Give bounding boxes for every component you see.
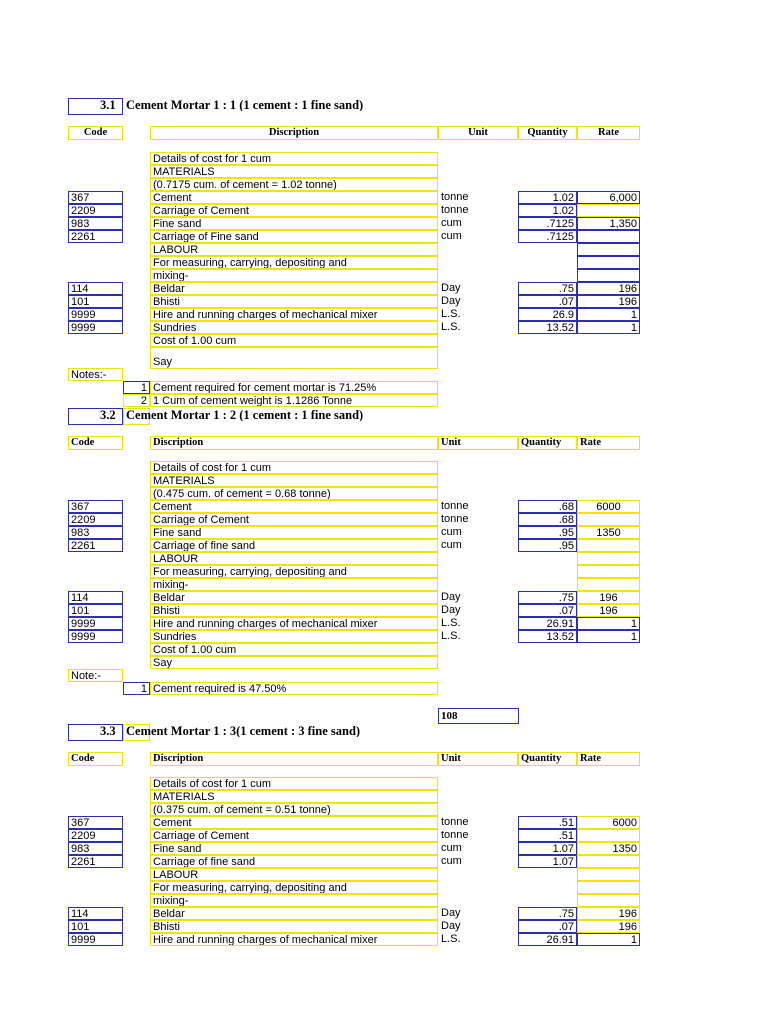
row-description: Fine sand	[150, 842, 438, 855]
row-quantity: 26.9	[518, 308, 577, 321]
section-title: Cement Mortar 1 : 3(1 cement : 3 fine sand)	[126, 725, 361, 737]
notes-label: Notes:-	[68, 368, 123, 381]
row-unit: cum	[441, 842, 462, 854]
row-quantity: .95	[518, 539, 577, 552]
row-description: Beldar	[150, 282, 438, 295]
note-number: 1	[123, 381, 150, 394]
row-unit: tonne	[441, 204, 469, 216]
header-description: Discription	[150, 126, 438, 140]
row-code: 101	[68, 604, 123, 617]
row-unit: Day	[441, 604, 461, 616]
section-number: 3.1	[100, 99, 116, 111]
row-quantity: .07	[518, 604, 577, 617]
materials-label: MATERIALS	[150, 474, 438, 487]
conversion-note: (0.375 cum. of cement = 0.51 tonne)	[150, 803, 438, 816]
row-rate	[577, 513, 640, 526]
row-rate: 196	[577, 295, 640, 308]
row-rate: 1,350	[577, 217, 640, 230]
row-unit: L.S.	[441, 617, 461, 629]
row-description: Carriage of Fine sand	[150, 230, 438, 243]
labour-label: LABOUR	[150, 868, 438, 881]
row-quantity: 1.07	[518, 855, 577, 868]
row-quantity: .7125	[518, 217, 577, 230]
row-unit: tonne	[441, 513, 469, 525]
row-quantity: .75	[518, 907, 577, 920]
header-rate: Rate	[577, 752, 640, 766]
header-code: Code	[68, 752, 123, 766]
labour-description: mixing-	[150, 894, 438, 907]
section-title: Cement Mortar 1 : 1 (1 cement : 1 fine sand)	[126, 99, 364, 111]
row-unit: L.S.	[441, 308, 461, 320]
row-description: Hire and running charges of mechanical mixer	[150, 617, 438, 630]
row-code: 367	[68, 500, 123, 513]
row-unit: cum	[441, 217, 462, 229]
details-label: Details of cost for 1 cum	[150, 777, 438, 790]
row-code: 9999	[68, 617, 123, 630]
conversion-note: (0.475 cum. of cement = 0.68 tonne)	[150, 487, 438, 500]
row-code: 114	[68, 591, 123, 604]
row-quantity: .75	[518, 282, 577, 295]
row-rate: 1	[577, 321, 640, 334]
row-rate	[577, 829, 640, 842]
say-label: Say	[150, 347, 438, 369]
section-title: Cement Mortar 1 : 2 (1 cement : 1 fine sand)	[126, 409, 364, 421]
row-rate: 1	[577, 308, 640, 321]
row-code: 2209	[68, 829, 123, 842]
row-rate	[577, 855, 640, 868]
page-number: 108	[438, 708, 519, 724]
row-quantity: .07	[518, 295, 577, 308]
row-unit: cum	[441, 526, 462, 538]
row-rate: 6000	[577, 816, 640, 829]
header-unit: Unit	[438, 752, 518, 766]
labour-label: LABOUR	[150, 552, 438, 565]
row-quantity: 1.07	[518, 842, 577, 855]
row-rate: 196	[577, 282, 640, 295]
labour-description: For measuring, carrying, depositing and	[150, 565, 438, 578]
row-code: 367	[68, 816, 123, 829]
row-description: Cement	[150, 816, 438, 829]
row-description: Carriage of fine sand	[150, 855, 438, 868]
row-code: 2261	[68, 230, 123, 243]
row-rate: 6,000	[577, 191, 640, 204]
labour-description: For measuring, carrying, depositing and	[150, 256, 438, 269]
header-unit: Unit	[438, 126, 518, 140]
row-description: Cement	[150, 191, 438, 204]
note-text: Cement required for cement mortar is 71.25%	[150, 381, 438, 394]
cost-label: Cost of 1.00 cum	[150, 334, 438, 347]
row-unit: tonne	[441, 500, 469, 512]
header-quantity: Quantity	[518, 752, 577, 766]
row-unit: cum	[441, 539, 462, 551]
header-code: Code	[68, 126, 123, 140]
row-description: Carriage of Cement	[150, 513, 438, 526]
row-code: 2261	[68, 539, 123, 552]
row-quantity: .7125	[518, 230, 577, 243]
row-description: Fine sand	[150, 217, 438, 230]
row-description: Sundries	[150, 630, 438, 643]
materials-label: MATERIALS	[150, 790, 438, 803]
labour-description: mixing-	[150, 578, 438, 591]
row-code: 114	[68, 282, 123, 295]
row-description: Sundries	[150, 321, 438, 334]
row-unit: Day	[441, 282, 461, 294]
row-description: Bhisti	[150, 920, 438, 933]
row-quantity: .68	[518, 500, 577, 513]
section-number: 3.2	[100, 409, 116, 421]
row-quantity: 26.91	[518, 617, 577, 630]
row-unit: cum	[441, 230, 462, 242]
row-code: 983	[68, 526, 123, 539]
row-rate	[577, 204, 640, 217]
row-rate: 196	[577, 604, 640, 617]
row-quantity: .51	[518, 816, 577, 829]
cost-label: Cost of 1.00 cum	[150, 643, 438, 656]
say-label: Say	[150, 656, 438, 669]
header-description: Discription	[150, 436, 438, 450]
row-quantity: 1.02	[518, 191, 577, 204]
labour-label: LABOUR	[150, 243, 438, 256]
row-rate: 1	[577, 617, 640, 630]
row-description: Fine sand	[150, 526, 438, 539]
row-quantity: .51	[518, 829, 577, 842]
row-rate: 196	[577, 920, 640, 933]
conversion-note: (0.7175 cum. of cement = 1.02 tonne)	[150, 178, 438, 191]
row-unit: L.S.	[441, 321, 461, 333]
row-unit: Day	[441, 591, 461, 603]
row-rate	[577, 230, 640, 243]
row-description: Hire and running charges of mechanical mixer	[150, 933, 438, 946]
row-unit: tonne	[441, 816, 469, 828]
row-rate: 1350	[577, 842, 640, 855]
row-code: 114	[68, 907, 123, 920]
row-unit: cum	[441, 855, 462, 867]
row-code: 2209	[68, 513, 123, 526]
row-description: Carriage of Cement	[150, 204, 438, 217]
row-rate: 6000	[577, 500, 640, 513]
row-code: 101	[68, 295, 123, 308]
row-quantity: .95	[518, 526, 577, 539]
details-label: Details of cost for 1 cum	[150, 461, 438, 474]
row-rate: 1350	[577, 526, 640, 539]
row-description: Bhisti	[150, 295, 438, 308]
header-quantity: Quantity	[518, 436, 577, 450]
header-unit: Unit	[438, 436, 518, 450]
labour-description: For measuring, carrying, depositing and	[150, 881, 438, 894]
header-description: Discription	[150, 752, 438, 766]
row-unit: tonne	[441, 829, 469, 841]
row-unit: Day	[441, 920, 461, 932]
header-rate: Rate	[577, 126, 640, 140]
row-description: Hire and running charges of mechanical mixer	[150, 308, 438, 321]
row-quantity: .07	[518, 920, 577, 933]
row-description: Carriage of Cement	[150, 829, 438, 842]
row-description: Cement	[150, 500, 438, 513]
row-quantity: .75	[518, 591, 577, 604]
row-code: 983	[68, 842, 123, 855]
row-quantity: 13.52	[518, 321, 577, 334]
row-rate: 1	[577, 933, 640, 946]
details-label: Details of cost for 1 cum	[150, 152, 438, 165]
row-quantity: .68	[518, 513, 577, 526]
note-text: 1 Cum of cement weight is 1.1286 Tonne	[150, 394, 438, 407]
row-description: Bhisti	[150, 604, 438, 617]
row-description: Beldar	[150, 591, 438, 604]
header-code: Code	[68, 436, 123, 450]
row-quantity: 1.02	[518, 204, 577, 217]
row-quantity: 26.91	[518, 933, 577, 946]
row-code: 2209	[68, 204, 123, 217]
row-code: 367	[68, 191, 123, 204]
notes-label: Note:-	[68, 669, 123, 682]
row-code: 2261	[68, 855, 123, 868]
row-code: 9999	[68, 308, 123, 321]
row-code: 9999	[68, 321, 123, 334]
row-rate: 1	[577, 630, 640, 643]
row-code: 9999	[68, 933, 123, 946]
row-unit: L.S.	[441, 933, 461, 945]
note-text: Cement required is 47.50%	[150, 682, 438, 695]
labour-description: mixing-	[150, 269, 438, 282]
row-code: 101	[68, 920, 123, 933]
row-unit: L.S.	[441, 630, 461, 642]
materials-label: MATERIALS	[150, 165, 438, 178]
row-rate	[577, 539, 640, 552]
row-unit: tonne	[441, 191, 469, 203]
header-quantity: Quantity	[518, 126, 577, 140]
row-description: Beldar	[150, 907, 438, 920]
note-number: 2	[123, 394, 150, 407]
row-rate: 196	[577, 591, 640, 604]
row-code: 9999	[68, 630, 123, 643]
note-number: 1	[123, 682, 150, 695]
row-quantity: 13.52	[518, 630, 577, 643]
row-unit: Day	[441, 907, 461, 919]
row-unit: Day	[441, 295, 461, 307]
section-number: 3.3	[100, 725, 116, 737]
row-description: Carriage of fine sand	[150, 539, 438, 552]
header-rate: Rate	[577, 436, 640, 450]
row-code: 983	[68, 217, 123, 230]
row-rate: 196	[577, 907, 640, 920]
